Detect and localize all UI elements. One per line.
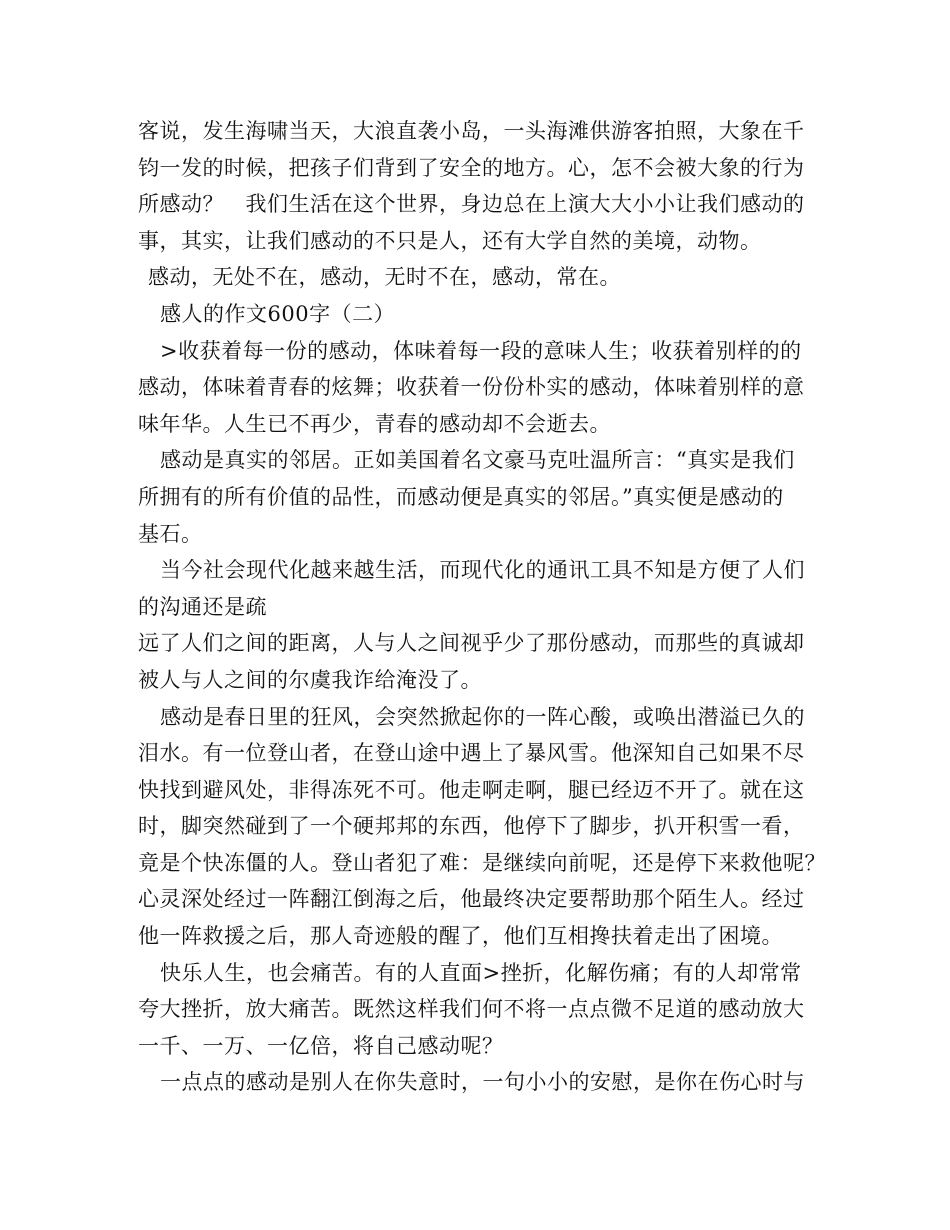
text-line: 所感动？ 我们生活在这个世界，身边总在上演大大小小让我们感动的 (138, 192, 805, 217)
text-line: 远了人们之间的距离，人与人之间视乎少了那份感动，而那些的真诚却 (138, 631, 805, 656)
text-line: 竟是个快冻僵的人。登山者犯了难：是继续向前呢，还是停下来救他呢？ (138, 850, 826, 875)
text-line: 夸大挫折，放大痛苦。既然这样我们何不将一点点微不足道的感动放大 (138, 997, 805, 1022)
text-line: 感动是真实的邻居。正如美国着名文豪马克吐温所言：“真实是我们 (160, 448, 795, 473)
text-line: 味年华。人生已不再少，青春的感动却不会逝去。 (138, 411, 611, 436)
text-line: 被人与人之间的尔虞我诈给淹没了。 (138, 667, 482, 692)
text-line: 当今社会现代化越来越生活，而现代化的通讯工具不知是方便了人们 (160, 558, 805, 583)
text-line: 事，其实，让我们感动的不只是人，还有大学自然的美境，动物。 (138, 228, 762, 253)
text-line: 心灵深处经过一阵翻江倒海之后，他最终决定要帮助那个陌生人。经过 (138, 887, 805, 912)
text-line: 所拥有的所有价值的品性，而感动便是真实的邻居。”真实便是感动的 (138, 484, 784, 509)
text-line: 一点点的感动是别人在你失意时，一句小小的安慰，是你在伤心时与 (160, 1070, 805, 1095)
text-line: 客说，发生海啸当天，大浪直袭小岛，一头海滩供游客拍照，大象在千 (138, 119, 805, 143)
text-line: 感动是春日里的狂风，会突然掀起你的一阵心酸，或唤出潜溢已久的 (160, 704, 805, 729)
text-line: 感动，无处不在，感动，无时不在，感动，常在。 (148, 265, 621, 290)
text-line: 感人的作文600字（二） (160, 301, 396, 326)
text-line: 时，脚突然碰到了一个硬邦邦的东西，他停下了脚步，扒开积雪一看， (138, 814, 805, 839)
text-line: 快乐人生，也会痛苦。有的人直面>挫折，化解伤痛；有的人却常常 (160, 960, 802, 985)
text-line: 钧一发的时候，把孩子们背到了安全的地方。心，怎不会被大象的行为 (138, 155, 805, 180)
text-line: 的沟通还是疏 (138, 594, 267, 619)
text-line: 基石。 (138, 521, 203, 546)
text-line: 一千、一万、一亿倍，将自己感动呢？ (138, 1033, 504, 1058)
text-line: 他一阵救援之后，那人奇迹般的醒了，他们互相搀扶着走出了困境。 (138, 924, 783, 949)
document-text-body (138, 113, 828, 1101)
text-line: 泪水。有一位登山者，在登山途中遇上了暴风雪。他深知自己如果不尽 (138, 741, 805, 766)
text-line: >收获着每一份的感动，体味着每一段的意味人生；收获着别样的的 (160, 338, 802, 363)
text-line: 感动，体味着青春的炫舞；收获着一份份朴实的感动，体味着别样的意 (138, 375, 805, 400)
text-line: 快找到避风处，非得冻死不可。他走啊走啊，腿已经迈不开了。就在这 (138, 777, 805, 802)
